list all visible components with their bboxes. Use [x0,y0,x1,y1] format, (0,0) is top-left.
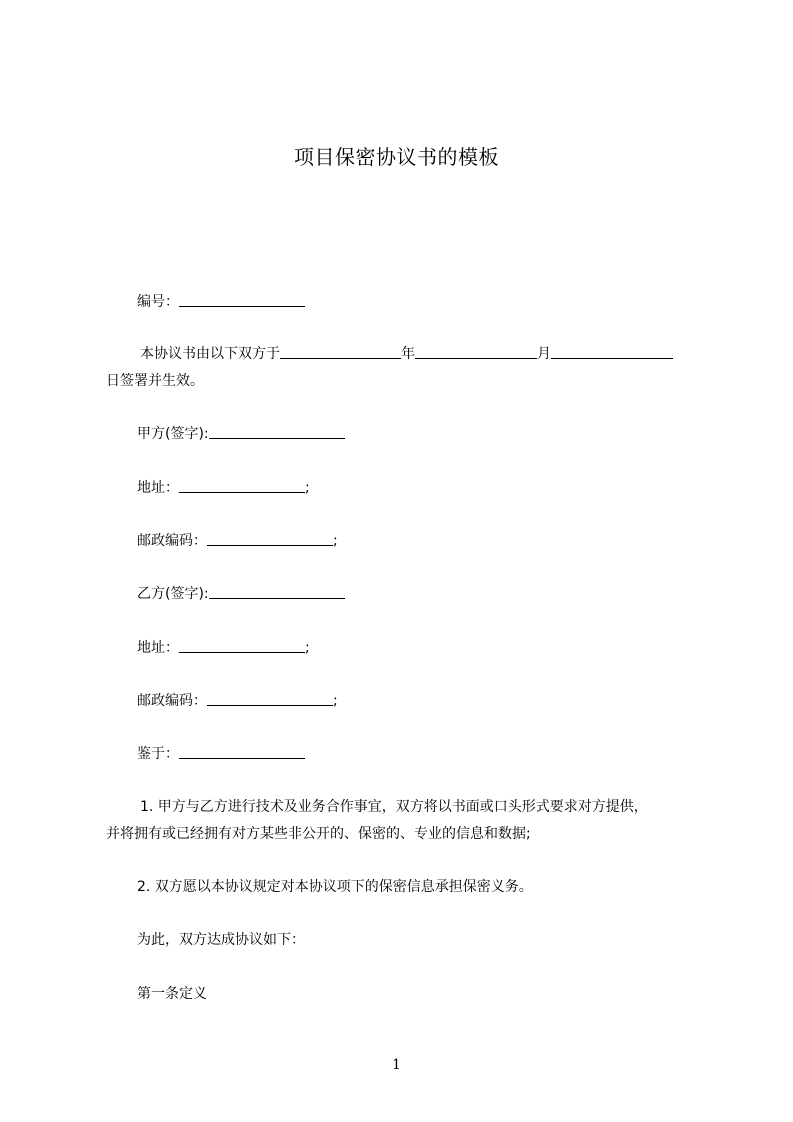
agreement-statement: 为此，双方达成协议如下： [137,932,305,948]
party-a-postcode-blank[interactable] [207,531,333,546]
article-1-heading: 第一条定义 [137,986,207,1002]
month-label: 月 [537,346,551,362]
party-a-address-blank[interactable] [179,478,305,493]
party-b-address-label: 地址： [137,640,179,656]
party-a-signature-blank[interactable] [209,424,345,439]
party-b-signature-blank[interactable] [209,584,345,599]
semicolon: ; [305,640,310,656]
party-a-postcode-label: 邮政编码： [137,533,207,549]
whereas-label: 鉴于： [137,746,179,762]
party-a-line [137,424,345,444]
number-line [137,292,305,312]
party-b-postcode-blank[interactable] [207,691,333,706]
recital-1-line-2: 并将拥有或已经拥有对方某些非公开的、保密的、专业的信息和数据; [106,826,531,842]
party-a-address-line [137,478,310,498]
semicolon: ; [333,533,338,549]
recital-2: 2. 双方愿以本协议规定对本协议项下的保密信息承担保密义务。 [137,879,533,895]
party-b-address-line [137,638,310,658]
day-blank[interactable] [551,344,673,359]
number-label: 编号： [137,294,179,310]
intro-suffix-line [106,371,204,391]
whereas-line [137,744,305,764]
semicolon: ; [333,693,338,709]
party-a-address-label: 地址： [137,480,179,496]
party-b-label: 乙方(签字): [137,586,209,602]
intro-suffix: 日签署并生效。 [106,373,204,389]
page-number: 1 [392,1057,401,1073]
semicolon: ; [305,480,310,496]
party-b-postcode-label: 邮政编码： [137,693,207,709]
party-b-address-blank[interactable] [179,638,305,653]
intro-prefix: 本协议书由以下双方于 [140,346,280,362]
number-blank[interactable] [179,292,305,307]
whereas-blank[interactable] [179,744,305,759]
year-label: 年 [401,346,415,362]
party-a-label: 甲方(签字): [137,426,209,442]
document-title: 项目保密协议书的模板 [294,145,499,169]
year-blank[interactable] [280,344,401,359]
party-b-line [137,584,345,604]
recital-1-line-1: 1. 甲方与乙方进行技术及业务合作事宜，双方将以书面或口头形式要求对方提供， [140,799,648,815]
intro-line [140,344,673,364]
party-b-postcode-line [137,691,338,711]
month-blank[interactable] [415,344,537,359]
party-a-postcode-line [137,531,338,551]
